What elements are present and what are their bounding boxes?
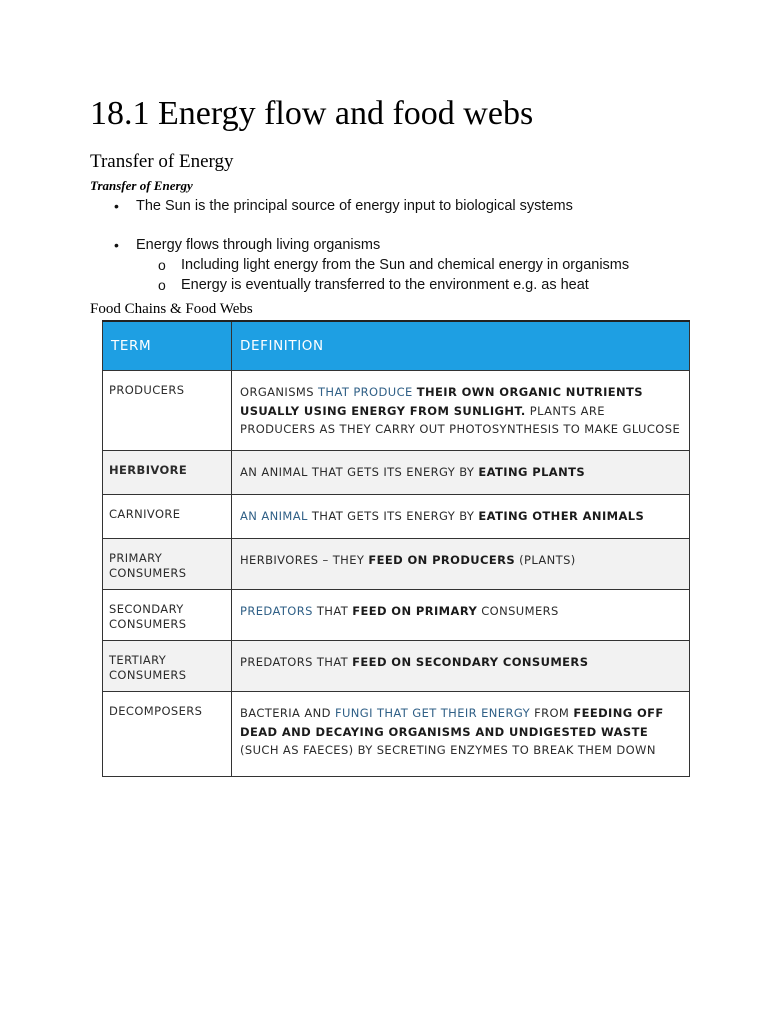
- definition-cell: [232, 641, 690, 692]
- bullet-text: The Sun is the principal source of energy input to biological systems: [136, 198, 573, 214]
- definition-text: AN ANIMAL: [240, 509, 308, 523]
- definition-text: BACTERIA AND: [240, 706, 335, 720]
- definition-cell: [232, 495, 690, 539]
- term-cell: CARNIVORE: [103, 495, 232, 539]
- term-cell: SECONDARY CONSUMERS: [103, 590, 232, 641]
- definition-text: ORGANISMS: [240, 385, 314, 399]
- term-cell: DECOMPOSERS: [103, 692, 232, 777]
- definition-emphasis: ORGANIC NUTRIENTS USUALLY USING ENERGY FROM SUNLIGHT.: [240, 385, 643, 418]
- term-column-header: TERM: [103, 321, 232, 371]
- definition-text: THAT PRODUCE: [313, 385, 417, 399]
- definition-cell: [232, 539, 690, 590]
- definition-text: PLANTS ARE PRODUCERS AS THEY CARRY OUT PHOTOSYNTHESIS TO MAKE GLUCOSE: [240, 403, 681, 436]
- term-cell: HERBIVORE: [103, 451, 232, 495]
- definition-column-header: DEFINITION: [232, 321, 690, 371]
- table-row-tertiary-consumers: [103, 641, 690, 692]
- section-heading: Transfer of Energy: [90, 151, 234, 172]
- definition-text: FROM: [530, 706, 574, 720]
- sub-bullet-text: Energy is eventually transferred to the environment e.g. as heat: [181, 277, 589, 293]
- definition-cell: [232, 590, 690, 641]
- definition-cell: [232, 371, 690, 451]
- definition-text: PREDATORS: [240, 604, 313, 618]
- table-header-row: [103, 321, 690, 371]
- bullet-sun-source: [114, 197, 573, 215]
- page-title: 18.1 Energy flow and food webs: [90, 95, 534, 132]
- bullet-text: Energy flows through living organisms: [136, 237, 381, 253]
- definition-text: FUNGI: [334, 706, 373, 720]
- definition-text: HERBIVORES – THEY: [240, 553, 369, 567]
- sub-bullet-text: Including light energy from the Sun and chemical energy in organisms: [181, 257, 630, 273]
- definition-text: THAT: [312, 604, 353, 618]
- definition-emphasis: EATING PLANTS: [478, 465, 586, 479]
- food-chain-terms-table: [102, 320, 690, 777]
- table-row-primary-consumers: [103, 539, 690, 590]
- sub-bullet-light-energy: [158, 256, 630, 274]
- definition-text: THAT GET THEIR ENERGY: [372, 706, 531, 720]
- sub-bullet-heat-transfer: [158, 276, 589, 294]
- definition-text: AN ANIMAL THAT GETS ITS ENERGY BY: [240, 465, 479, 479]
- sub-bullet-marker: o: [158, 277, 166, 293]
- table-row-carnivore: [103, 495, 690, 539]
- definition-cell: [232, 451, 690, 495]
- definition-emphasis: EATING OTHER ANIMALS: [478, 509, 645, 523]
- term-cell: TERTIARY CONSUMERS: [103, 641, 232, 692]
- definition-cell: [232, 692, 690, 777]
- definition-emphasis: UNDIGESTED WASTE: [504, 724, 649, 739]
- table-row-secondary-consumers: [103, 590, 690, 641]
- definition-emphasis: FEEDING OFF DEAD AND DECAYING ORGANISMS AND: [240, 706, 664, 739]
- bullet-marker: •: [114, 237, 119, 253]
- definition-emphasis: THEIR OWN: [416, 385, 495, 399]
- bullet-energy-flows: [114, 236, 381, 254]
- table-row-decomposers: [103, 692, 690, 777]
- term-cell: PRODUCERS: [103, 371, 232, 451]
- definition-emphasis: FEED ON PRODUCERS: [368, 553, 516, 567]
- definition-text: (PLANTS): [515, 553, 576, 567]
- definition-text: PREDATORS THAT: [240, 655, 353, 669]
- table-row-herbivore: [103, 451, 690, 495]
- table-row-producers: [103, 371, 690, 451]
- definition-text: (SUCH AS FAECES) BY SECRETING ENZYMES TO BREAK THEM DOWN: [240, 743, 656, 757]
- term-cell: PRIMARY CONSUMERS: [103, 539, 232, 590]
- definition-emphasis: FEED ON SECONDARY CONSUMERS: [352, 655, 589, 669]
- bullet-marker: •: [114, 198, 119, 214]
- definition-text: CONSUMERS: [477, 604, 559, 618]
- sub-bullet-marker: o: [158, 257, 166, 273]
- definition-text: THAT GETS ITS ENERGY BY: [307, 509, 479, 523]
- food-chains-heading: Food Chains & Food Webs: [90, 301, 253, 317]
- definition-emphasis: FEED ON PRIMARY: [352, 604, 478, 618]
- subheading: Transfer of Energy: [90, 178, 193, 193]
